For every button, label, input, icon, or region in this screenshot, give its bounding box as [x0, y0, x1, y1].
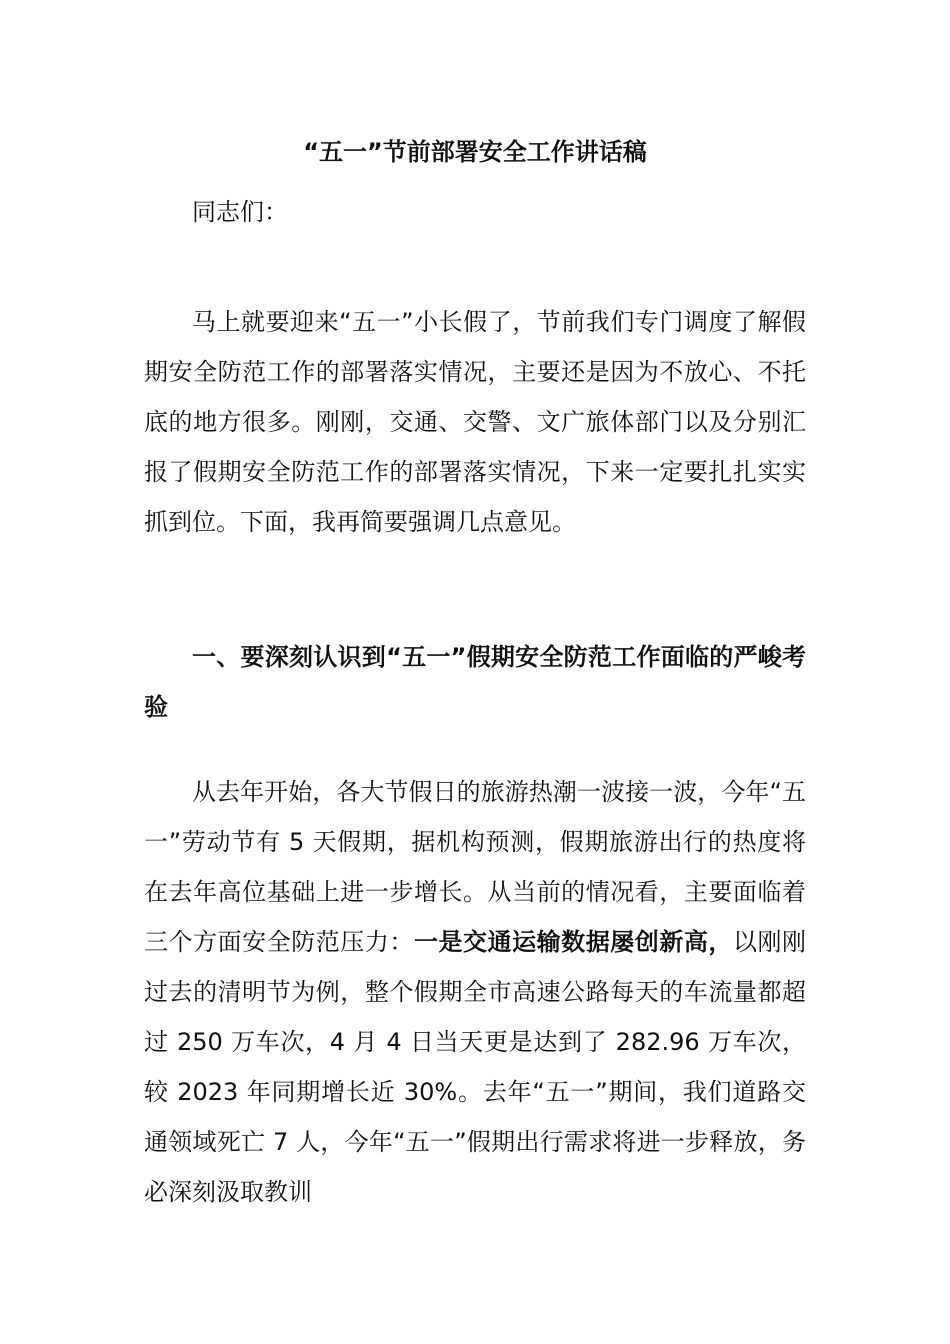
- section-heading-1: 一、要深刻认识到“五一”假期安全防范工作面临的严峻考验: [144, 643, 806, 721]
- paragraph-pressures-text-2: 以刚刚过去的清明节为例，整个假期全市高速公路每天的车流量都超过 250 万车次，4 月 4 日当天更是达到了 282.96 万车次，较 2023 年同期增长近 30%。去年“五一”期间，我们道路交通领域死亡 7 人，今年“五一”假期出行需求将进一步释放，务必深刻汲取教训: [144, 928, 807, 1206]
- paragraph-pressures-emphasis: 一是交通运输数据屡创新高，: [413, 928, 733, 956]
- paragraph-pressures: [144, 767, 806, 1217]
- paragraph-pressures-text-1: 从去年开始，各大节假日的旅游热潮一波接一波，今年“五一”劳动节有 5 天假期，据机构预测，假期旅游出行的热度将在去年高位基础上进一步增长。从当前的情况看，主要面临着三个方面安全防范压力：: [144, 778, 806, 956]
- salutation: 同志们：: [192, 198, 288, 226]
- document-title: “五一”节前部署安全工作讲话稿: [303, 138, 647, 166]
- paragraph-intro: 马上就要迎来“五一”小长假了，节前我们专门调度了解假期安全防范工作的部署落实情况，主要还是因为不放心、不托底的地方很多。刚刚，交通、交警、文广旅体部门以及分别汇报了假期安全防范工作的部署落实情况，下来一定要扎扎实实抓到位。下面，我再简要强调几点意见。: [144, 308, 806, 536]
